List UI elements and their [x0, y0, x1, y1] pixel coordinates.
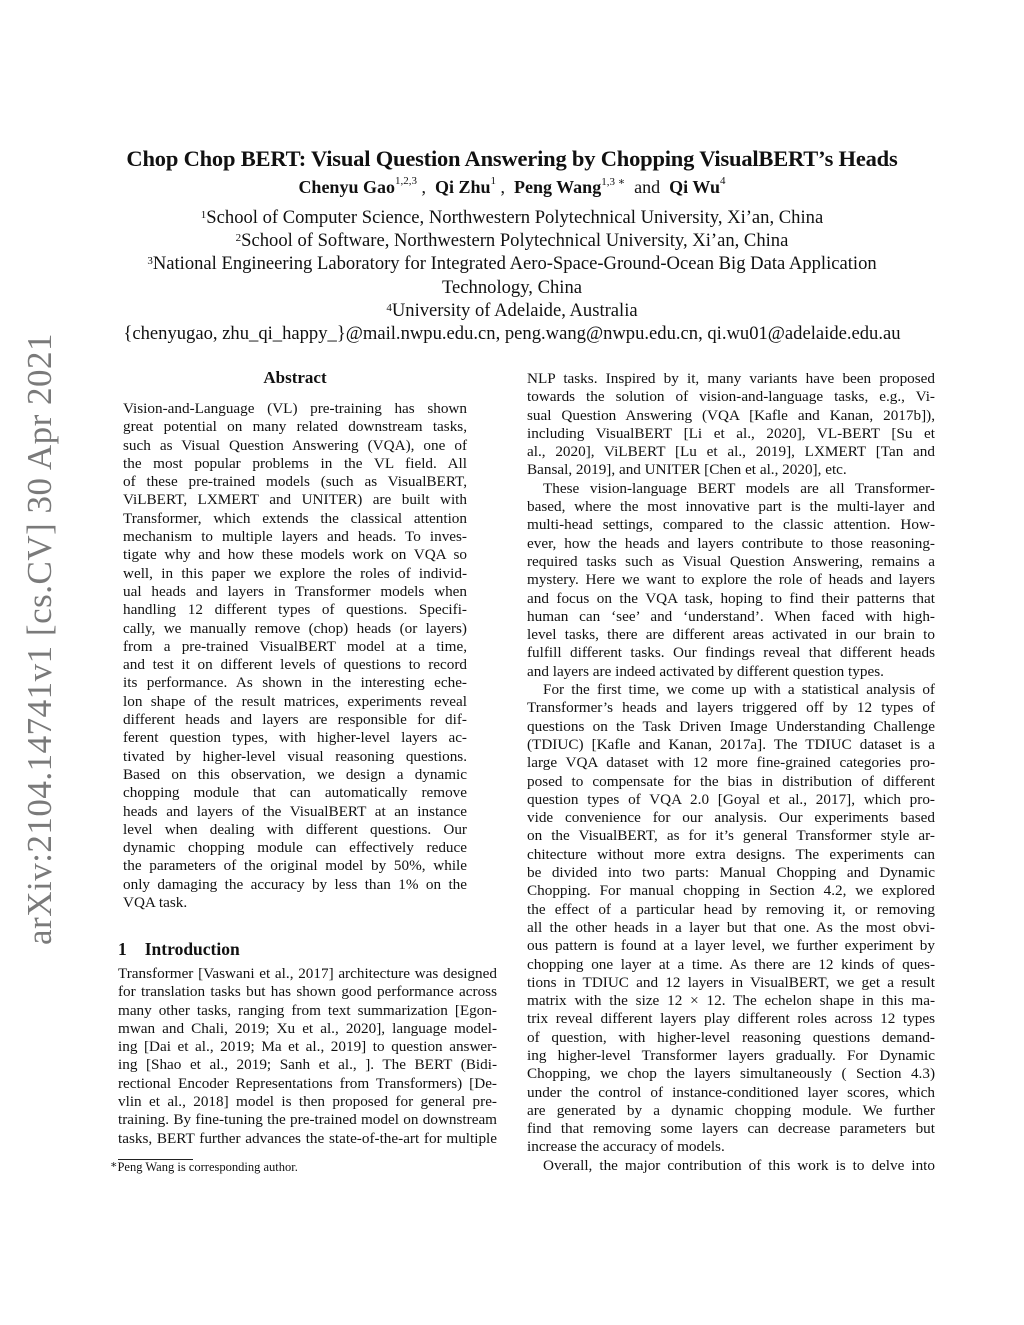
- text-line: lon shape of the result matrices, experiments reveal: [123, 692, 467, 710]
- paragraph: [123, 400, 467, 912]
- footnote: [110, 1160, 298, 1175]
- text-line: and test it on different levels of questions to record: [123, 656, 467, 674]
- affiliation-text: University of Adelaide, Australia: [391, 299, 638, 321]
- author-affiliation-mark: 4: [720, 175, 726, 187]
- text-line: including VisualBERT [Li et al., 2020], VL-BERT [Su et: [527, 424, 935, 442]
- text-line: all the other heads in a layer but that one. As the most obvi-: [527, 918, 935, 936]
- affiliation-text: National Engineering Laboratory for Integrated Aero-Space-Ground-Ocean Big Data Application: [152, 253, 877, 275]
- text-line: Based on this observation, we design a dynamic: [123, 765, 467, 783]
- text-line: Vision-and-Language (VL) pre-training has shown: [123, 400, 467, 417]
- text-line: be divided into two parts: Manual Chopping and Dynamic: [527, 864, 935, 882]
- abstract-body: [123, 400, 467, 912]
- text-line: under the control of instance-conditioned layer scores, which: [527, 1083, 935, 1101]
- text-line: its performance. As shown in the interesting eche-: [123, 674, 467, 692]
- author-affiliation-mark: 1: [490, 175, 496, 187]
- text-line: find that removing some layers can decrease parameters but: [527, 1120, 935, 1138]
- text-line: on the VisualBERT, as for it’s general Transformer style ar-: [527, 827, 935, 845]
- text-line: mechanism to multiple layers and heads. To inves-: [123, 528, 467, 546]
- affiliation-line: [0, 299, 1024, 322]
- affiliation-line: [0, 322, 1024, 345]
- affiliation-mark: 3: [147, 255, 153, 268]
- affiliation-mark: 1: [200, 209, 207, 221]
- text-line: the parameters of the original model by 50%, while: [123, 857, 467, 875]
- text-line: fulfill different tasks. Our findings reveal that different heads: [527, 644, 935, 662]
- author-name: Qi Wu: [669, 177, 721, 197]
- text-line: handling 12 different types of questions. Specifi-: [123, 601, 467, 619]
- text-line: the effect of a particular head by removing it, or removing: [527, 900, 935, 918]
- text-line: and layers are indeed activated by different question types.: [527, 662, 884, 680]
- paragraph: [527, 480, 935, 681]
- author-conjunction: and: [634, 177, 661, 197]
- text-line: ing [Dai et al., 2019; Ma et al., 2019] to question answer-: [118, 1038, 497, 1056]
- author-name: Peng Wang: [514, 177, 602, 197]
- affiliation-mark: 2: [235, 232, 242, 245]
- affiliation-mark: 4: [386, 301, 392, 314]
- paragraph: [527, 370, 935, 480]
- text-line: towards the solution of vision-and-language tasks, e.g., Vi-: [527, 388, 935, 406]
- text-line: the most popular problems in the VL field. All: [123, 454, 467, 472]
- paragraph: [527, 1157, 935, 1175]
- text-line: vide convenience for our analysis. Our experiments based: [527, 809, 935, 827]
- text-line: of question, with higher-level reasoning questions demand-: [527, 1028, 935, 1046]
- text-line: question types of VQA 2.0 [Goyal et al., 2017], which pro-: [527, 790, 935, 808]
- text-line: tivated by higher-level visual reasoning questions.: [123, 747, 467, 765]
- author-affiliation-mark: 1,3 ∗: [601, 176, 626, 188]
- text-line: Bansal, 2019], and UNITER [Chen et al., 2020], etc.: [527, 461, 847, 479]
- text-line: chopping one layer at a time. As there are 12 kinds of ques-: [527, 955, 935, 973]
- text-line: matrix with the size 12 × 12. The echelon shape in this ma-: [527, 992, 935, 1010]
- author-list: Chenyu Gao$^{1,2,3}$ , Qi Zhu$^1$ , Peng Wang$^{1,3 ∗}$ and Qi Wu$^4$: [298, 175, 726, 197]
- text-line: large VQA dataset with 12 more fine-grained categories pro-: [527, 754, 935, 772]
- text-line: Transformer’s heads and layers triggered off by 12 types of: [527, 699, 935, 717]
- text-line: NLP tasks. Inspired by it, many variants have been proposed: [527, 370, 935, 387]
- affiliation-text: Technology, China: [441, 276, 582, 298]
- text-line: cally, we manually remove (chop) heads (or layers): [123, 619, 467, 637]
- affiliation-line: [0, 229, 1024, 252]
- text-line: from a pre-trained VisualBERT model at a time,: [123, 637, 467, 655]
- text-line: al., 2020], ViLBERT [Lu et al., 2019], LXMERT [Tan and: [527, 443, 935, 461]
- text-line: vlin et al., 2018] model is then proposed for general pre-: [118, 1093, 497, 1111]
- section-title: Introduction: [144, 939, 240, 959]
- text-line: tions in TDIUC and 12 layers in VisualBERT, we get a result: [527, 973, 935, 991]
- paragraph: [118, 965, 497, 1148]
- text-line: Transformer, which extends the classical attention: [123, 509, 467, 527]
- text-line: trix reveal different layers play different roles across 12 types: [527, 1010, 935, 1028]
- affiliation-text: School of Computer Science, Northwestern Polytechnical University, Xi’an, China: [206, 207, 824, 228]
- text-line: for translation tasks but has shown good performance across: [118, 983, 497, 1001]
- affiliation-line: [0, 276, 1024, 299]
- text-line: based, where the most innovative part is the multi-layer and: [527, 498, 935, 516]
- text-line: rectional Encoder Representations from Transformers) [De-: [118, 1074, 497, 1092]
- text-line: increase the accuracy of models.: [527, 1138, 725, 1156]
- text-line: great potential on many related downstream tasks,: [123, 418, 467, 436]
- text-line: level when dealing with different questions. Our: [123, 820, 467, 838]
- text-line: only damaging the accuracy by less than 1% on the: [123, 875, 467, 893]
- introduction-body: [118, 965, 497, 1148]
- text-line: ual heads and layers in Transformer models when: [123, 582, 467, 600]
- author-affiliation-mark: 1,2,3: [394, 175, 417, 187]
- text-line: tigate why and how these models work on VQA so: [123, 546, 467, 564]
- text-line: ing [Shao et al., 2019; Sanh et al., ]. The BERT (Bidi-: [118, 1056, 497, 1074]
- text-line: dynamic chopping module can effectively reduce: [123, 839, 467, 857]
- text-line: multi-head settings, compared to the classic attention. How-: [527, 516, 935, 534]
- text-line: chitecture without more extra designs. The experiments can: [527, 845, 935, 863]
- author-name: Chenyu Gao: [298, 177, 395, 197]
- text-line: mystery. Here we want to explore the role of heads and layers: [527, 571, 935, 589]
- text-line: training. By fine-tuning the pre-trained model on downstream: [118, 1111, 497, 1129]
- text-line: sual Question Answering (VQA [Kafle and Kanan, 2017b]),: [527, 406, 935, 424]
- text-line: Chopping. For manual chopping in Section 4.2, we explored: [527, 882, 935, 900]
- text-line: questions on the Task Driven Image Understanding Challenge: [527, 717, 935, 735]
- text-line: many other tasks, ranging from text summarization [Egon-: [118, 1001, 497, 1019]
- affiliation-text: School of Software, Northwestern Polytechnical University, Xi’an, China: [241, 230, 789, 252]
- text-line: (TDIUC) [Kafle and Kanan, 2017a]. The TDIUC dataset is a: [527, 735, 935, 753]
- text-line: ous pattern is found at a layer level, we further experiment by: [527, 937, 935, 955]
- text-line: These vision-language BERT models are all Transformer-: [543, 479, 935, 497]
- text-line: ever, how the heads and layers contribute to those reasoning-: [527, 534, 935, 552]
- affiliation-line: [0, 252, 1024, 275]
- text-line: such as Visual Question Answering (VQA), one of: [123, 436, 467, 454]
- right-column-body: [527, 370, 935, 1175]
- arxiv-identifier-stamp: arXiv:2104.14741v1 [cs.CV] 30 Apr 2021: [20, 332, 59, 945]
- affiliation-line: [0, 206, 1024, 229]
- text-line: human can ‘see’ and ‘understand’. When faced with high-: [527, 607, 935, 625]
- text-line: different heads and layers are responsible for dif-: [123, 711, 467, 729]
- text-line: of these pre-trained models (such as VisualBERT,: [123, 473, 467, 491]
- text-line: VQA task.: [123, 894, 188, 912]
- section-heading-introduction: [118, 939, 240, 960]
- section-number: 1: [118, 939, 127, 959]
- footnote-text: Peng Wang is corresponding author.: [117, 1160, 298, 1174]
- author-name: Qi Zhu: [434, 177, 491, 197]
- text-line: and focus on the VQA task, hoping to find their patterns that: [527, 589, 935, 607]
- text-line: level tasks, there are different areas activated in our brain to: [527, 626, 935, 644]
- text-line: well, in this paper we explore the roles of individ-: [123, 564, 467, 582]
- text-line: required tasks such as Visual Question Answering, remains a: [527, 552, 935, 570]
- paper-title: Chop Chop BERT: Visual Question Answering by Chopping VisualBERT’s Heads: [126, 146, 898, 171]
- text-line: Transformer [Vaswani et al., 2017] architecture was designed: [118, 965, 497, 982]
- text-line: ing higher-level Transformer layers gradually. For Dynamic: [527, 1046, 935, 1064]
- text-line: Chopping, we chop the layers simultaneously ( Section 4.3): [527, 1065, 935, 1083]
- footnote-mark: ∗: [110, 1159, 118, 1171]
- text-line: are generated by a dynamic chopping module. We further: [527, 1101, 935, 1119]
- abstract-heading: Abstract: [263, 368, 327, 387]
- text-line: ViLBERT, LXMERT and UNITER) are built with: [123, 491, 467, 509]
- text-line: Overall, the major contribution of this work is to delve into: [543, 1156, 935, 1174]
- text-line: ferent question types, with higher-level layers ac-: [123, 729, 467, 747]
- affiliations: [0, 206, 1024, 345]
- text-line: posed to compensate for the bias in distribution of different: [527, 772, 935, 790]
- text-line: mwan and Chali, 2019; Xu et al., 2020], language model-: [118, 1019, 497, 1037]
- text-line: For the first time, we come up with a statistical analysis of: [543, 681, 935, 699]
- text-line: tasks, BERT further advances the state-of-the-art for multiple: [118, 1129, 497, 1147]
- affiliation-text: {chenyugao, zhu_qi_happy_}@mail.nwpu.edu.cn, peng.wang@nwpu.edu.cn, qi.wu01@adelaide.edu.au: [123, 323, 901, 345]
- paragraph: [527, 681, 935, 1157]
- text-line: chopping module that can automatically remove: [123, 784, 467, 802]
- text-line: heads and layers of the VisualBERT at an instance: [123, 802, 467, 820]
